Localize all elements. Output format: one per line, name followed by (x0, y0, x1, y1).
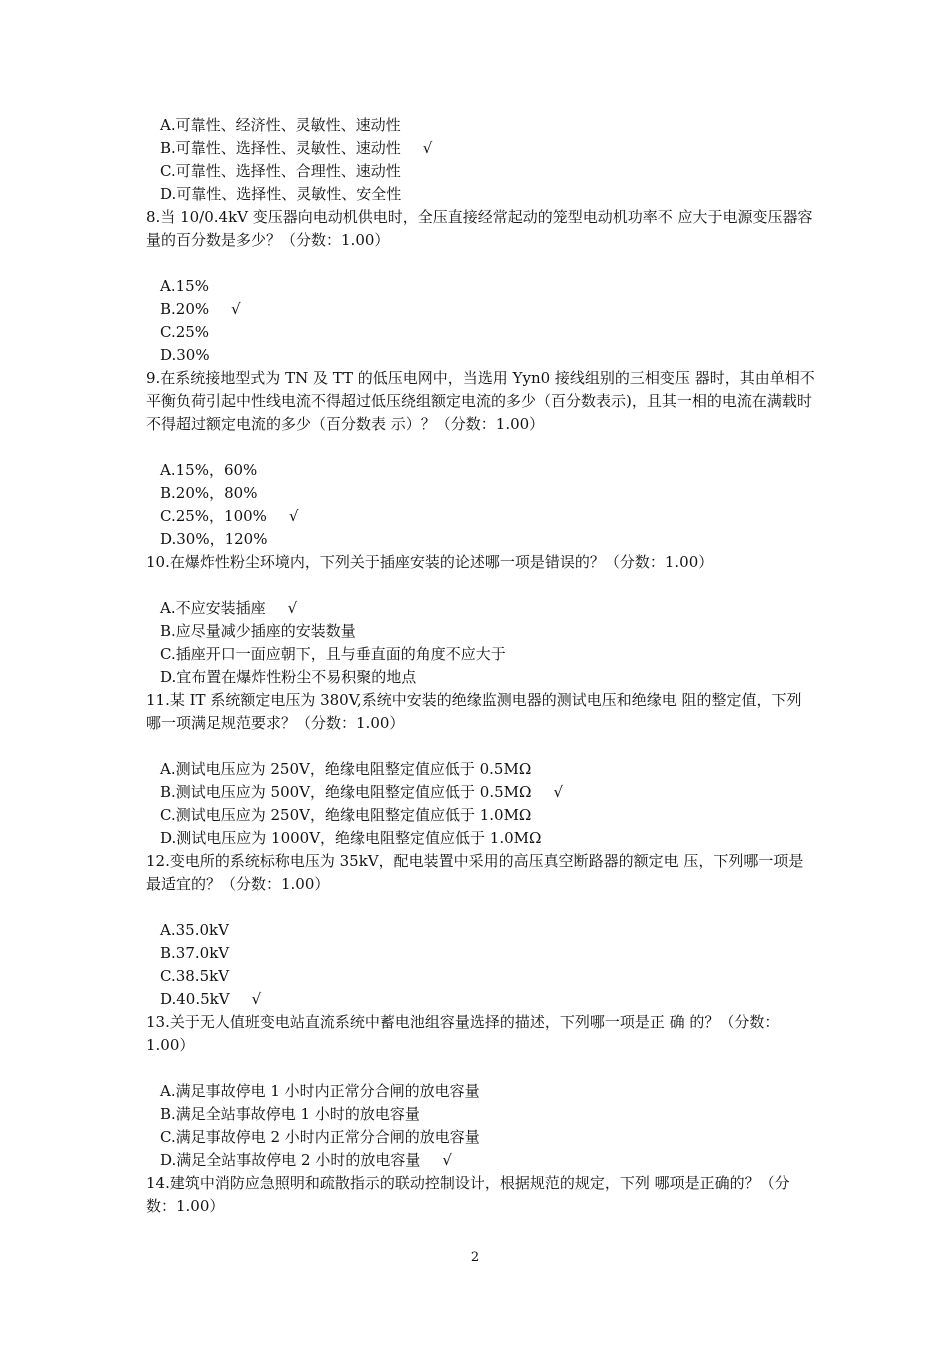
option-item (146, 183, 816, 206)
question-stem: 13.关于无人值班变电站直流系统中蓄电池组容量选择的描述，下列哪一项是正 确 的？（分数：1.00） (146, 1013, 780, 1054)
option-text: A.可靠性、经济性、灵敏性、速动性 (160, 116, 401, 134)
option-text: B.37.0kV (160, 944, 230, 962)
option-item (146, 620, 816, 643)
option-item (146, 114, 816, 137)
option-text: A.15%，60% (160, 461, 258, 479)
option-text: C.25% (160, 323, 210, 341)
option-text: A.35.0kV (160, 921, 229, 939)
option-text: D.满足全站事故停电 2 小时的放电容量 (160, 1151, 421, 1169)
check-mark-icon: √ (251, 990, 262, 1008)
question-8 (146, 206, 816, 367)
option-text: B.20%，80% (160, 484, 258, 502)
option-text: A.测试电压应为 250V，绝缘电阻整定值应低于 0.5MΩ (160, 760, 532, 778)
question-9 (146, 367, 816, 551)
option-text: C.插座开口一面应朝下，且与垂直面的角度不应大于 (160, 645, 506, 663)
option-item (146, 321, 816, 344)
option-text: A.满足事故停电 1 小时内正常分合闸的放电容量 (160, 1082, 480, 1100)
option-item (146, 597, 816, 620)
option-item (146, 1149, 816, 1172)
check-mark-icon: √ (442, 1151, 452, 1169)
option-item (146, 459, 816, 482)
option-item (146, 919, 816, 942)
check-mark-icon: √ (553, 783, 564, 801)
option-list (146, 597, 816, 689)
option-text: C.25%，100% (160, 507, 267, 525)
option-item (146, 275, 816, 298)
continued-options (146, 114, 816, 206)
option-text: A.15% (160, 277, 209, 295)
question-stem: 11.某 IT 系统额定电压为 380V,系统中安装的绝缘监测电器的测试电压和绝缘电 阻的整定值，下列哪一项满足规范要求？（分数：1.00） (146, 691, 802, 732)
option-item (146, 988, 816, 1011)
option-item (146, 1126, 816, 1149)
check-mark-icon: √ (287, 599, 298, 617)
option-text: C.38.5kV (160, 967, 230, 985)
option-item (146, 666, 816, 689)
option-item (146, 528, 816, 551)
option-item (146, 781, 816, 804)
option-text: D.30%，120% (160, 530, 268, 548)
option-text: D.宜布置在爆炸性粉尘不易积聚的地点 (160, 668, 417, 686)
document-content (146, 114, 816, 1218)
option-list (146, 459, 816, 551)
option-list (146, 275, 816, 367)
option-item (146, 482, 816, 505)
check-mark-icon: √ (231, 300, 241, 318)
question-stem: 9.在系统接地型式为 TN 及 TT 的低压电网中，当选用 Yyn0 接线组别的三相变压 器时，其由单相不平衡负荷引起中性线电流不得超过低压绕组额定电流的多少（百分数表示)，且其一相的电流在满载时不得超过额定电流的多少（百分数表 示）？（分数：1.00） (146, 369, 815, 433)
option-text: D.30% (160, 346, 210, 364)
option-item (146, 758, 816, 781)
question-stem: 8.当 10/0.4kV 变压器向电动机供电时，全压直接经常起动的笼型电动机功率不 应大于电源变压器容量的百分数是多少？（分数：1.00） (146, 208, 813, 249)
option-text: C.测试电压应为 250V，绝缘电阻整定值应低于 1.0MΩ (160, 806, 532, 824)
option-text: D.测试电压应为 1000V，绝缘电阻整定值应低于 1.0MΩ (160, 829, 542, 847)
option-text: B.满足全站事故停电 1 小时的放电容量 (160, 1105, 420, 1123)
option-item (146, 505, 816, 528)
question-10 (146, 551, 816, 689)
option-text: C.满足事故停电 2 小时内正常分合闸的放电容量 (160, 1128, 480, 1146)
option-list (146, 758, 816, 850)
option-item (146, 965, 816, 988)
question-11 (146, 689, 816, 850)
option-text: B.测试电压应为 500V，绝缘电阻整定值应低于 0.5MΩ (160, 783, 532, 801)
option-item (146, 643, 816, 666)
option-item (146, 160, 816, 183)
page-number: 2 (470, 1250, 480, 1265)
option-item (146, 1080, 816, 1103)
question-stem: 14.建筑中消防应急照明和疏散指示的联动控制设计，根据规范的规定，下列 哪项是正确的？（分数：1.00） (146, 1174, 790, 1215)
option-text: B.20% (160, 300, 210, 318)
option-item (146, 298, 816, 321)
question-14 (146, 1172, 816, 1218)
option-item (146, 827, 816, 850)
check-mark-icon: √ (288, 507, 299, 525)
option-text: D.40.5kV (160, 990, 230, 1008)
option-item (146, 942, 816, 965)
option-list (146, 919, 816, 1011)
option-item (146, 137, 816, 160)
question-stem: 10.在爆炸性粉尘环境内，下列关于插座安装的论述哪一项是错误的？（分数：1.00） (146, 553, 714, 571)
option-text: B.应尽量减少插座的安装数量 (160, 622, 356, 640)
check-mark-icon: √ (422, 139, 433, 157)
option-text: D.可靠性、选择性、灵敏性、安全性 (160, 185, 402, 203)
option-item (146, 344, 816, 367)
option-item (146, 804, 816, 827)
option-text: A.不应安装插座 (160, 599, 266, 617)
question-stem: 12.变电所的系统标称电压为 35kV，配电装置中采用的高压真空断路器的额定电 压，下列哪一项是最适宜的？（分数：1.00） (146, 852, 804, 893)
option-item (146, 1103, 816, 1126)
question-13 (146, 1011, 816, 1172)
option-list (146, 1080, 816, 1172)
question-12 (146, 850, 816, 1011)
option-text: B.可靠性、选择性、灵敏性、速动性 (160, 139, 401, 157)
option-text: C.可靠性、选择性、合理性、速动性 (160, 162, 401, 180)
